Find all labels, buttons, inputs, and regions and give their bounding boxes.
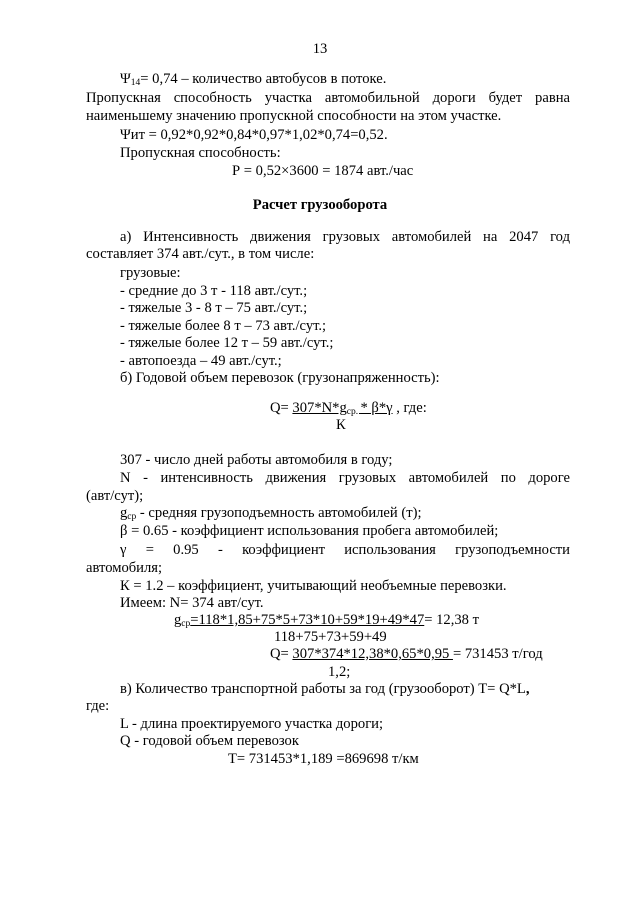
psi-symbol: Ψ [120, 71, 131, 87]
list-item: - тяжелые более 12 т – 59 авт./сут.; [120, 335, 334, 351]
text-line: где: [86, 698, 110, 714]
gcp-formula: $g_{ср}=118*1,85+75*5+73*10+59*19+49*47= 12,38$ т [174, 612, 479, 629]
gcp-numerator: =118*1,85+75*5+73*10+59*19+49*47 [190, 612, 425, 628]
text-line: Имеем: N= 374 авт/сут. [120, 595, 264, 611]
definition-line: N - интенсивность движения грузовых автомобилей по дороге [120, 470, 570, 486]
q-result-numerator: 307*374*12,38*0,65*0,95 [292, 646, 453, 662]
page-number: 13 [312, 41, 328, 57]
definition-line: $g_{ср}$ - средняя грузоподъемность автомобилей (т); [120, 505, 422, 522]
psi-total-formula: Ψит = 0,92*0,92*0,84*0,97*1,02*0,74=0,52. [120, 127, 388, 143]
text-line: Пропускная способность: [120, 145, 281, 161]
text-line: составляет 374 авт./сут., в том числе: [86, 246, 315, 262]
definition-line: γ = 0.95 - коэффициент использования грузоподъемности [120, 542, 570, 558]
list-heading: грузовые: [120, 265, 181, 281]
section-title: Расчет грузооборота [252, 197, 388, 213]
definition-line: β = 0.65 - коэффициент использования пробега автомобилей; [120, 523, 499, 539]
text-line: б) Годовой объем перевозок (грузонапряженность): [120, 370, 440, 386]
definition-line: L - длина проектируемого участка дороги; [120, 716, 384, 732]
list-item: - средние до 3 т - 118 авт./сут.; [120, 283, 308, 299]
text-line: наименьшему значению пропускной способности на этом участке. [86, 108, 502, 124]
text-line-psi14 [120, 70, 386, 89]
q-result-formula: Q= 307*374*12,38*0,65*0,95 = 731453 т/год [270, 646, 543, 662]
freight-turnover-formula: Т= 731453*1,189 =869698 т/км [228, 751, 419, 767]
list-item: - автопоезда – 49 авт./сут.; [120, 353, 282, 369]
gcp-denominator: 118+75+73+59+49 [274, 629, 387, 645]
text-line: а) Интенсивность движения грузовых автомобилей на 2047 год [120, 229, 570, 245]
q-formula-denominator: К [336, 417, 346, 433]
list-item: - тяжелые 3 - 8 т – 75 авт./сут.; [120, 300, 308, 316]
psi-subscript: 14 [130, 78, 141, 88]
text-line: в) Количество транспортной работы за год (грузооборот) Т= Q*L, [120, 681, 530, 697]
definition-line: автомобиля; [86, 560, 163, 576]
definition-line: Q - годовой объем перевозок [120, 733, 299, 749]
q-formula: $Q= 307*N*g_{ср.} * \beta*\gamma$ , где: [270, 400, 427, 417]
text-line: Пропускная способность участка автомобильной дороги будет равна [86, 90, 570, 106]
definition-line: (авт/сут); [86, 488, 144, 504]
list-item: - тяжелые более 8 т – 73 авт./сут.; [120, 318, 327, 334]
definition-line: К = 1.2 – коэффициент, учитывающий необъемные перевозки. [120, 578, 507, 594]
q-formula-numerator: $307*N*g_{ср.} * \beta*\gamma$ [292, 400, 393, 417]
psi14-text: = 0,74 – количество автобусов в потоке. [140, 71, 387, 87]
capacity-formula: Р = 0,52×3600 = 1874 авт./час [232, 163, 414, 179]
q-result-denominator: 1,2; [328, 664, 351, 680]
definition-line: 307 - число дней работы автомобиля в году; [120, 452, 393, 468]
